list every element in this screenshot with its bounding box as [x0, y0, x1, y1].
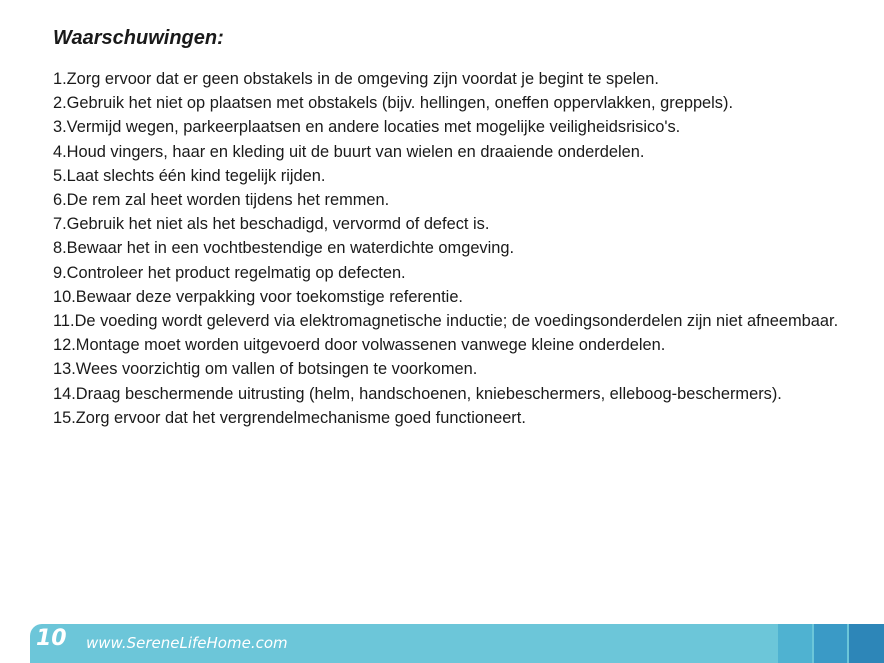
warning-item: 2.Gebruik het niet op plaatsen met obstakels (bijv. hellingen, oneffen oppervlakken, greppels). [53, 94, 734, 113]
footer-color-block [778, 624, 812, 663]
footer-color-block [849, 624, 884, 663]
warning-item: 15.Zorg ervoor dat het vergrendelmechanisme goed functioneert. [53, 408, 526, 427]
footer-color-block [814, 624, 847, 663]
warning-item: 13.Wees voorzichtig om vallen of botsingen te voorkomen. [53, 360, 478, 379]
warning-item: 6.De rem zal heet worden tijdens het remmen. [53, 191, 390, 210]
page-number: 10 [36, 626, 67, 651]
warning-item: 8.Bewaar het in een vochtbestendige en waterdichte omgeving. [53, 239, 515, 258]
warning-item: 7.Gebruik het niet als het beschadigd, vervormd of defect is. [53, 215, 490, 234]
warning-item: 10.Bewaar deze verpakking voor toekomstige referentie. [53, 287, 463, 306]
website-url: www.SereneLifeHome.com [86, 634, 288, 652]
warning-item: 14.Draag beschermende uitrusting (helm, handschoenen, kniebeschermers, elleboog-beschermers). [53, 384, 782, 403]
warning-item: 3.Vermijd wegen, parkeerplaatsen en andere locaties met mogelijke veiligheidsrisico's. [53, 118, 681, 137]
warning-item: 11.De voeding wordt geleverd via elektromagnetische inductie; de voedingsonderdelen zijn niet afneembaar. [53, 312, 839, 331]
warning-item: 9.Controleer het product regelmatig op defecten. [53, 263, 406, 282]
footer-bar [30, 624, 884, 663]
warnings-heading: Waarschuwingen: [53, 27, 224, 49]
warning-item: 4.Houd vingers, haar en kleding uit de buurt van wielen en draaiende onderdelen. [53, 142, 645, 161]
warning-item: 12.Montage moet worden uitgevoerd door volwassenen vanwege kleine onderdelen. [53, 336, 666, 355]
warnings-list [53, 67, 843, 430]
warning-item: 1.Zorg ervoor dat er geen obstakels in de omgeving zijn voordat je begint te spelen. [53, 70, 659, 88]
warning-item: 5.Laat slechts één kind tegelijk rijden. [53, 166, 326, 185]
